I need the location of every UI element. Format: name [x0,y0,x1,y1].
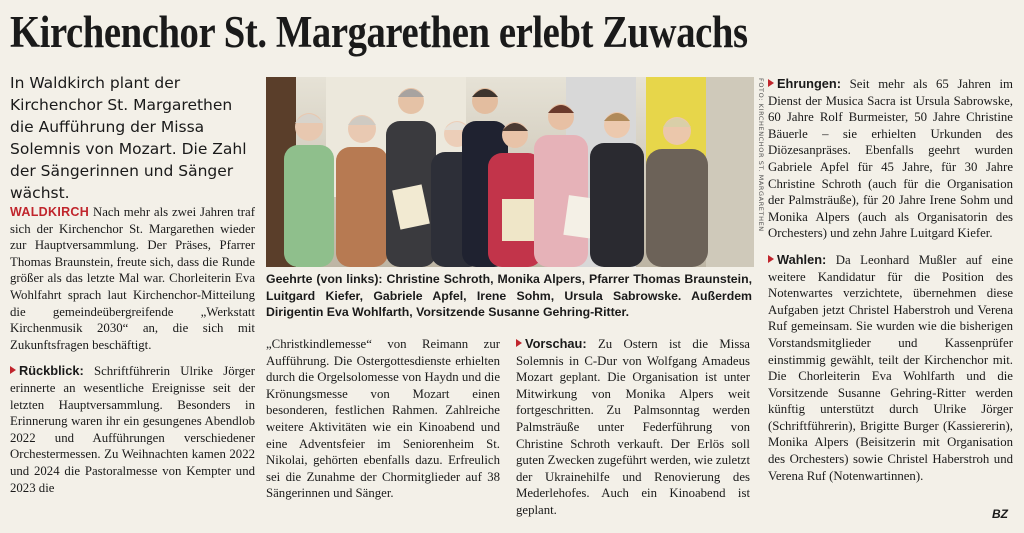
ehrungen-label: Ehrungen: [777,76,841,91]
article-column-3 [516,336,750,529]
vorschau-paragraph [516,336,750,519]
intro-text: Nach mehr als zwei Jahren traf sich der Kirchenchor St. Margarethen wieder zur Hauptversammlung. Der Präses, Pfarrer Thomas Braunstein, freute sich, dass die Runde größer als das letzte Mal war. Chorleiterin Eva Wohlfahrt sprach laut Kirchenchor-Mitteilung die gemeindeübergreifende „Werkstatt Kirchenmusik 2030“ an, die sich mit Zukunftsfragen beschäftigt. [10,205,255,352]
intro-paragraph [10,204,255,353]
ehrungen-text: Seit mehr als 65 Jahren im Dienst der Musica Sacra ist Ursula Sabrowske, 60 Jahre Rolf Burmeister, 50 Jahre Christine Bäuerle – sie erhielten Urkunden des Diözesanpräses. Ebenfalls geehrt wurden Gabriele Apfel für 45 Jahre, für 30 Jahre Christine Schroth (auch für die Organisation der Palmsträuße), für 20 Jahre Irene Sohm und Monika Alpers (auch als Organisatorin des Orchesters) und zehn Jahre Luitgard Kiefer. [768,77,1013,241]
vorschau-label: Vorschau: [525,336,587,351]
article-column-4 [768,76,1013,494]
article-column-1 [10,204,255,506]
signoff: BZ [992,507,1008,521]
triangle-bullet-icon [516,339,522,347]
rueckblick-paragraph [10,363,255,496]
triangle-bullet-icon [768,79,774,87]
ehrungen-paragraph [768,76,1013,242]
group-photo-image [266,77,754,267]
col2-paragraph: „Christkindlemesse“ von Reimann zur Aufführung. Die Ostergottesdienste erhielten durch die Orgelsolomesse von Haydn und die Krönungsmesse von Mozart einen besonderen, festlichen Rahmen. Zahlreiche weitere Aktivitäten wie ein Kinoabend und eine Adventsfeier im Seniorenheim St. Nikolai, gehörten ebenfalls dazu. Erfreulich sei die Zunahme der Chormitglieder auf 38 Sängerinnen und Sänger. [266,337,500,501]
rueckblick-label: Rückblick: [19,363,84,379]
wahlen-text: Da Leonhard Mußler auf eine weitere Kandidatur für die Position des Notenwartes verzichtete, übernehmen diese Aufgaben jetzt Christel Haberstroh und Verena Ruf gemeinsam. Sie wurden wie die bisherigen Vorstandsmitglieder und Kassenprüfer einstimmig gewählt, teilt der Kirchenchor mit. Die Chorleiterin Eva Wohlfarth und die Vorsitzende Susanne Gehring-Ritter werden künftig unterstützt durch Ulrike Jörger (Schriftführerin), Brigitte Burger (Kassiererin), Monika Alpers (Beisitzerin mit Organisation des Orchesters) sowie Christel Haberstroh und Verena Ruf (Notenwartinnen). [768,252,1013,483]
wahlen-label: Wahlen: [777,251,827,267]
photo-caption: Geehrte (von links): Christine Schroth, Monika Alpers, Pfarrer Thomas Braunstein, Luitgard Kiefer, Gabriele Apfel, Irene Sohm, Ursula Sabrowske. Außerdem Dirigentin Eva Wohlfarth, Vorsitzende Susanne Gehring-Ritter. [266,272,752,319]
dateline: WALDKIRCH [10,205,90,219]
wahlen-paragraph [768,252,1013,484]
triangle-bullet-icon [768,255,774,263]
article-column-2 [266,336,500,512]
vorschau-text: Zu Ostern ist die Missa Solemnis in C-Dur von Wolfgang Amadeus Mozart geplant. Die Organisation ist unter Mitwirkung von Monika Alpers weit fortgeschritten. Zu Palmsonntag werden Palmsträuße unter Federführung von Christine Schroth verkauft. Der Erlös soll guten Zwecken zugeführt werden, wie zuletzt der Ukrainehilfe und Renovierung des Mederlehofes. Auch ein Kinoabend ist geplant. [516,337,750,517]
group-photo [266,77,754,267]
rueckblick-text: Schriftführerin Ulrike Jörger erinnerte an wesentliche Ereignisse seit der letzten Hauptversammlung. Besonders in Erinnerung waren ihr ein gesungenes Abendlob 2022 und Aufführungen verschiedener Orchestermessen. Zu Weihnachten kamen 2022 und 2024 die Pastoralmesse von Kempter und 2023 die [10,364,255,495]
photo-credit: FOTO: KIRCHENCHOR ST. MARGARETHEN [757,78,765,232]
teaser: In Waldkirch plant der Kirchenchor St. Margarethen die Aufführung der Missa Solemnis von Mozart. Die Zahl der Sängerinnen und Sänger wächst. [10,74,247,202]
triangle-bullet-icon [10,366,16,374]
headline: Kirchenchor St. Margarethen erlebt Zuwachs [10,7,748,57]
